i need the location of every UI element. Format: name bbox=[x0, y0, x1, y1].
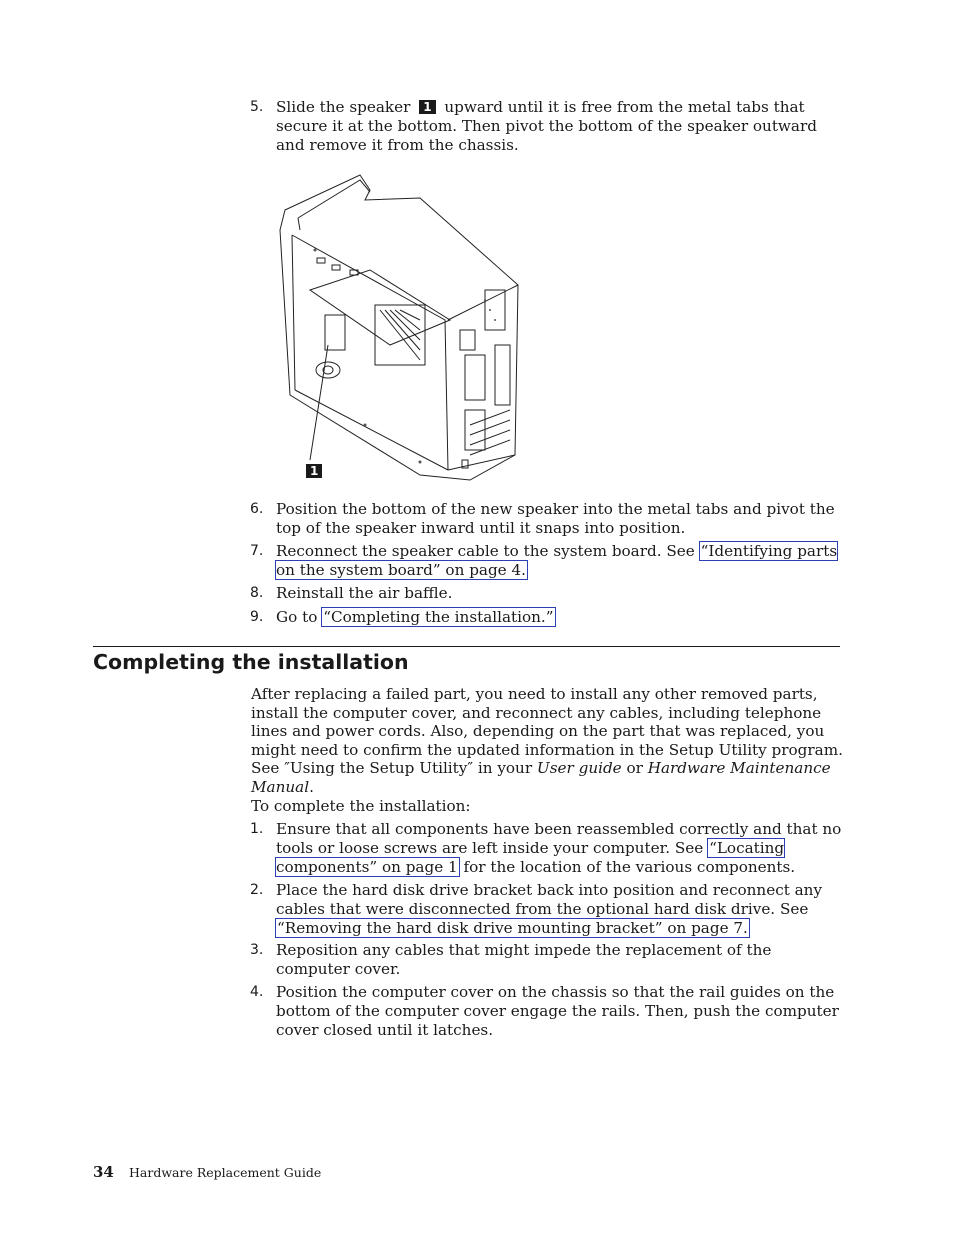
page-number: 34 bbox=[93, 1163, 114, 1181]
step-number: 9. bbox=[250, 609, 264, 625]
lead-paragraph: To complete the installation: bbox=[251, 797, 471, 815]
step-text-part: Ensure that all components have been reassembled correctly and that no tools or loose screws are left inside your computer. See bbox=[276, 820, 842, 857]
step-text bbox=[276, 542, 842, 580]
speaker-removal-figure bbox=[270, 170, 530, 490]
step-text-part: Go to bbox=[276, 608, 318, 626]
step-text bbox=[276, 881, 842, 938]
step-6 bbox=[250, 500, 842, 538]
step-number: 3. bbox=[250, 942, 264, 958]
step-text bbox=[276, 820, 842, 877]
xref-link-completing[interactable]: “Completing the installation.” bbox=[323, 608, 554, 626]
step-text: Reposition any cables that might impede the replacement of the computer cover. bbox=[276, 941, 772, 978]
intro-text: or bbox=[626, 759, 643, 778]
xref-link-locating[interactable]: “Locating components” on page 1 bbox=[276, 839, 785, 876]
step-text-part: Slide the speaker bbox=[276, 98, 411, 116]
step-7 bbox=[250, 542, 842, 580]
step-9 bbox=[250, 608, 842, 627]
intro-text: After replacing a failed part, you need to install any other removed parts, install the computer cover, and reconnect any cables, including telephone lines and power cords. Also, depending on the part that was replaced, you might need to confirm the updated information in the Setup Utility program. See ″Using the Setup Utility″ in your bbox=[251, 685, 843, 778]
intro-italic-user-guide: User guide bbox=[536, 759, 622, 778]
step-number: 6. bbox=[250, 501, 264, 517]
step-text: Reinstall the air baffle. bbox=[276, 584, 453, 602]
step-number: 1. bbox=[250, 821, 264, 837]
step-text bbox=[276, 98, 842, 155]
section-heading: Completing the installation bbox=[93, 650, 409, 674]
step-text-part: Place the hard disk drive bracket back into position and reconnect any cables that were disconnected from the optional hard disk drive. See bbox=[276, 881, 823, 918]
install-step-2 bbox=[250, 881, 842, 938]
callout-badge: 1 bbox=[306, 464, 322, 478]
step-8 bbox=[250, 584, 842, 603]
install-step-3 bbox=[250, 941, 842, 979]
xref-link-removing-bracket[interactable]: “Removing the hard disk drive mounting bracket” on page 7. bbox=[277, 919, 748, 937]
xref-link-system-board[interactable]: “Identifying parts on the system board” on page 4. bbox=[276, 542, 838, 579]
step-number: 7. bbox=[250, 543, 264, 559]
intro-paragraph bbox=[251, 685, 843, 797]
computer-chassis-illustration bbox=[270, 170, 530, 490]
section-divider bbox=[93, 646, 840, 647]
install-step-1 bbox=[250, 820, 842, 877]
callout-badge: 1 bbox=[419, 100, 435, 114]
footer-title: Hardware Replacement Guide bbox=[129, 1165, 322, 1180]
install-step-4 bbox=[250, 983, 842, 1040]
step-text: Position the bottom of the new speaker into the metal tabs and pivot the top of the speaker inward until it snaps into position. bbox=[276, 500, 835, 537]
figure-callout bbox=[306, 461, 322, 480]
step-text-part: Reconnect the speaker cable to the system board. See bbox=[276, 542, 695, 560]
step-number: 4. bbox=[250, 984, 264, 1000]
step-text-part: upward until it is free from the metal tabs that secure it at the bottom. Then pivot the bottom of the speaker outward and remove it from the chassis. bbox=[276, 98, 817, 154]
step-number: 5. bbox=[250, 99, 264, 115]
intro-italic-hmm: Hardware Maintenance Manual bbox=[251, 759, 831, 796]
step-text: Position the computer cover on the chassis so that the rail guides on the bottom of the computer cover engage the rails. Then, push the computer cover closed until it latches. bbox=[276, 983, 839, 1039]
step-text bbox=[276, 608, 842, 627]
step-text-part: for the location of the various components. bbox=[463, 858, 796, 876]
step-number: 2. bbox=[250, 882, 264, 898]
step-5 bbox=[250, 98, 842, 155]
step-number: 8. bbox=[250, 585, 264, 601]
intro-text: . bbox=[309, 777, 314, 796]
